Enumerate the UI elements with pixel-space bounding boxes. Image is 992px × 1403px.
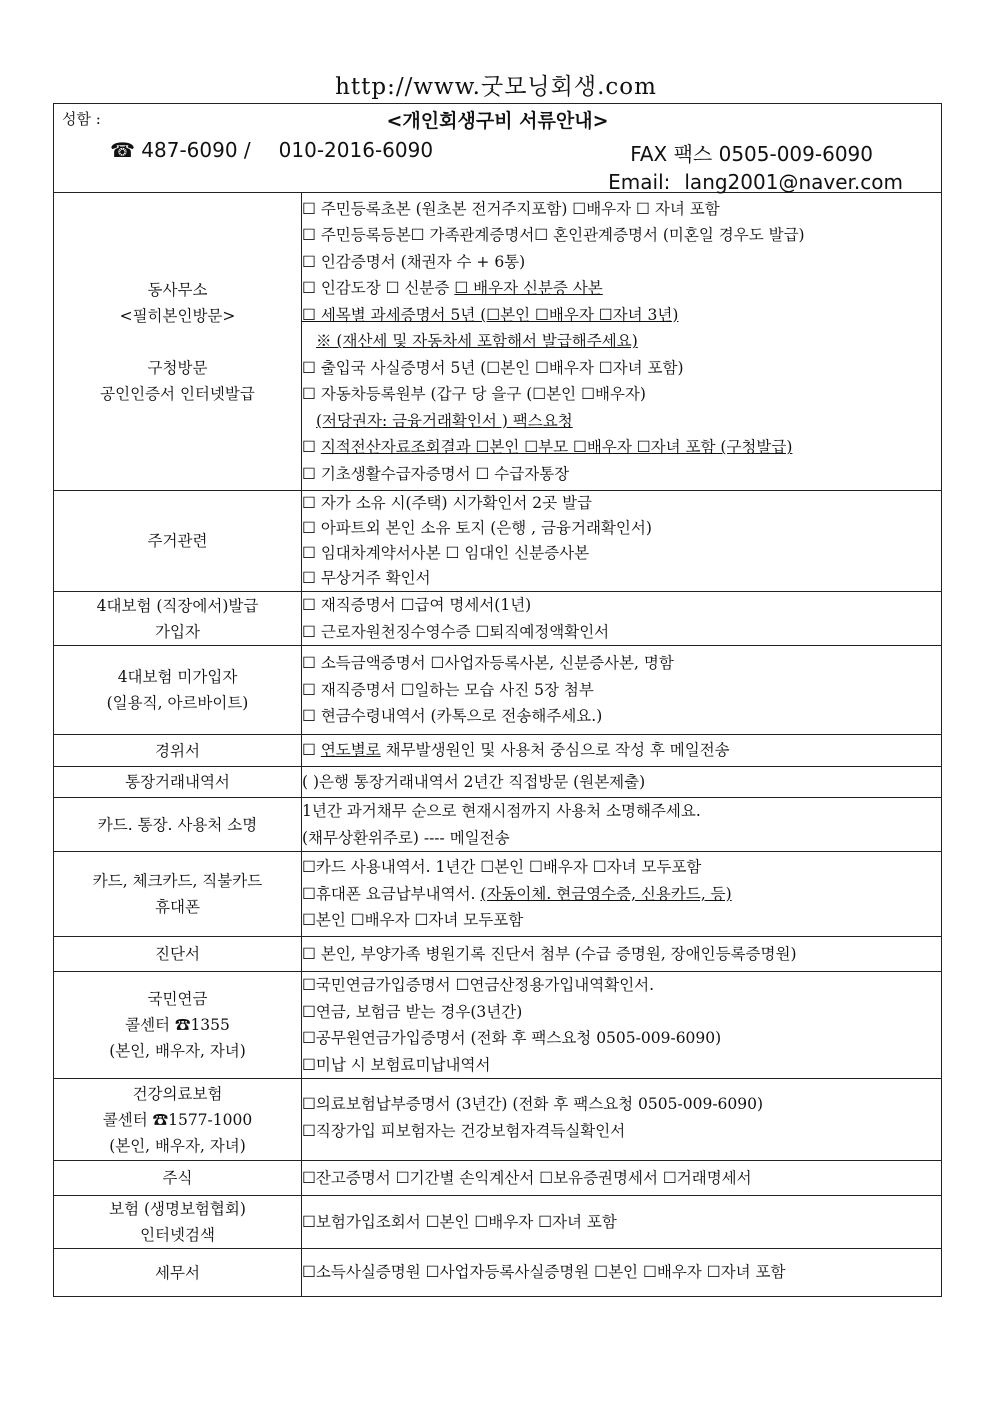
list-item: ☐ 임대차계약서사본 ☐ 임대인 신분증사본 [302, 544, 590, 562]
table-row [54, 735, 942, 767]
list-item: ☐공무원연금가입증명서 (전화 후 팩스요청 0505-009-6090) [302, 1029, 722, 1047]
contact-line [100, 138, 873, 167]
category-label: 4대보험 미가입자 [117, 668, 238, 686]
email-line [608, 170, 903, 194]
category-cell [54, 646, 302, 735]
list-item: ☐ 본인, 부양가족 병원기록 진단서 첨부 (수급 증명원, 장애인등록증명원) [302, 944, 797, 963]
list-item [302, 275, 941, 302]
list-item: ☐의료보험납부증명서 (3년간) (전화 후 팩스요청 0505-009-6090) [302, 1095, 764, 1113]
list-item: ☐소득사실증명원 ☐사업자등록사실증명원 ☐본인 ☐배우자 ☐자녀 포함 [302, 1263, 786, 1282]
category-label: 카드. 통장. 사용처 소명 [97, 815, 258, 834]
table-row [54, 1196, 942, 1249]
category-cell [54, 193, 302, 491]
list-item: ☐ 자동차등록원부 (갑구 당 을구 (☐본인 ☐배우자) [302, 385, 646, 404]
category-sublabel: 휴대폰 [155, 898, 200, 916]
name-label: 성함 : [62, 110, 101, 128]
list-item: ☐카드 사용내역서. 1년간 ☐본인 ☐배우자 ☐자녀 모두포함 [302, 858, 702, 877]
list-item: ☐잔고증명서 ☐기간별 손익계산서 ☐보유증권명세서 ☐거래명세서 [302, 1168, 752, 1187]
list-item: ☐ 자가 소유 시(주택) 시가확인서 2곳 발급 [302, 494, 593, 512]
items-cell [302, 852, 942, 937]
category-label: 주거관련 [147, 532, 208, 550]
category-label: 보험 (생명보험협회) [109, 1200, 246, 1218]
list-item-underlined: ☐ 배우자 신분증 사본 [454, 279, 603, 298]
category-cell [54, 972, 302, 1079]
table-row [54, 491, 942, 592]
category-sublabel: 콜센터 ☎1577-1000 [102, 1110, 253, 1129]
table-row [54, 1161, 942, 1196]
items-cell [302, 1161, 942, 1196]
list-item: ☐ 재직증명서 ☐일하는 모습 사진 5장 첨부 [302, 680, 594, 699]
items-cell [302, 491, 942, 592]
category-cell [54, 767, 302, 798]
email-label: Email: [608, 170, 671, 194]
list-item: ☐직장가입 피보험자는 건강보험자격득실확인서 [302, 1121, 626, 1140]
list-item: ☐미납 시 보험료미납내역서 [302, 1055, 491, 1074]
items-cell [302, 1249, 942, 1297]
category-label: 진단서 [155, 945, 200, 963]
list-item: ☐ 인감증명서 (채권자 수 + 6통) [302, 252, 526, 271]
table-row [54, 798, 942, 852]
list-item: ☐ 현금수령내역서 (카톡으로 전송해주세요.) [302, 707, 603, 726]
category-cell [54, 798, 302, 852]
list-item-underlined: 지적전산자료조회결과 ☐본인 ☐부모 ☐배우자 ☐자녀 포함 (구청발급) [320, 438, 793, 457]
items-cell [302, 972, 942, 1079]
category-cell [54, 937, 302, 972]
items-cell [302, 767, 942, 798]
list-item: ☐ 아파트외 본인 소유 토지 (은행 , 금융거래확인서) [302, 519, 652, 537]
fax-number: FAX 팩스 0505-009-6090 [630, 142, 873, 166]
list-item-text: 채무발생원인 및 사용처 중심으로 작성 후 메일전송 [380, 741, 730, 760]
category-label: 구청방문 [147, 358, 208, 377]
list-item: ☐연금, 보험금 받는 경우(3년간) [302, 1002, 523, 1021]
list-item: ☐ 재직증명서 ☐급여 명세서(1년) [302, 596, 532, 614]
list-item: 1년간 과거채무 순으로 현재시점까지 사용처 소명해주세요. [302, 802, 701, 820]
list-item [302, 434, 941, 461]
table-row [54, 767, 942, 798]
list-item: ☐ 주민등록등본☐ 가족관계증명서☐ 혼인관계증명서 (미혼일 경우도 발급) [302, 226, 805, 245]
list-item-text: ☐ [302, 741, 321, 760]
category-cell [54, 1249, 302, 1297]
table-row [54, 1079, 942, 1161]
list-item-text: ☐ 인감도장 ☐ 신분증 [302, 279, 455, 298]
category-cell [54, 491, 302, 592]
list-item: (채무상환위주로) ---- 메일전송 [302, 828, 510, 847]
category-sublabel: 공인인증서 인터넷발급 [100, 384, 255, 403]
items-cell [302, 1196, 942, 1249]
table-row [54, 937, 942, 972]
email-address: lang2001@naver.com [684, 170, 903, 194]
header-row [54, 104, 942, 193]
list-item: ☐본인 ☐배우자 ☐자녀 모두포함 [302, 911, 524, 930]
document-title: <개인회생구비 서류안내> [386, 110, 609, 132]
phone-numbers [100, 138, 433, 167]
table-row [54, 972, 942, 1079]
items-cell [302, 646, 942, 735]
list-item-text: ☐휴대폰 요금납부내역서. [302, 884, 481, 903]
category-label: 카드, 체크카드, 직불카드 [92, 872, 263, 890]
category-cell [54, 1079, 302, 1161]
category-cell [54, 1161, 302, 1196]
list-item [302, 737, 941, 764]
list-item: ☐ 무상거주 확인서 [302, 569, 431, 587]
table-row [54, 646, 942, 735]
category-label: 건강의료보험 [132, 1084, 223, 1103]
category-sublabel: 콜센터 ☎1355 [125, 1016, 230, 1034]
category-sublabel: (일용직, 아르바이트) [106, 694, 249, 712]
category-cell [54, 735, 302, 767]
list-item: ☐ 세목별 과세증명서 5년 (☐본인 ☐배우자 ☐자녀 3년) [302, 305, 679, 324]
category-sublabel: 가입자 [155, 622, 200, 641]
list-item: ☐ 기초생활수급자증명서 ☐ 수급자통장 [302, 464, 570, 483]
list-item: ☐보험가입조회서 ☐본인 ☐배우자 ☐자녀 포함 [302, 1212, 617, 1231]
list-item: (저당권자: 금융거래확인서 ) 팩스요청 [316, 411, 573, 430]
list-item: ☐국민연금가입증명서 ☐연금산정용가입내역확인서. [302, 976, 655, 994]
list-item [302, 881, 941, 908]
table-row [54, 852, 942, 937]
category-cell [54, 592, 302, 646]
phone-mobile: 010-2016-6090 [278, 138, 434, 162]
category-cell [54, 1196, 302, 1249]
list-item-text: ☐ [302, 438, 321, 457]
category-label: 주식 [162, 1169, 193, 1187]
list-item: ☐ 출입국 사실증명서 5년 (☐본인 ☐배우자 ☐자녀 포함) [302, 358, 684, 377]
items-cell [302, 798, 942, 852]
category-label: 4대보험 (직장에서)발급 [96, 596, 259, 615]
list-item: ☐ 근로자원천징수영수증 ☐퇴직예정액확인서 [302, 622, 610, 641]
category-label: 통장거래내역서 [125, 773, 230, 791]
list-item: ( )은행 통장거래내역서 2년간 직접방문 (원본제출) [302, 772, 646, 791]
list-item-underlined: (자동이체. 현금영수증, 신용카드, 등) [480, 884, 732, 903]
items-cell [302, 1079, 942, 1161]
items-cell [302, 193, 942, 491]
table-row [54, 193, 942, 491]
items-cell [302, 592, 942, 646]
category-label: 동사무소 [147, 280, 208, 299]
category-label: 세무서 [155, 1263, 200, 1282]
document-table [53, 103, 942, 1297]
category-sublabel: (본인, 배우자, 자녀) [109, 1042, 246, 1060]
category-label: 국민연금 [147, 990, 208, 1008]
items-cell [302, 735, 942, 767]
list-item-underlined: 연도별로 [320, 741, 381, 760]
list-item: ☐ 주민등록초본 (원초본 전거주지포함) ☐배우자 ☐ 자녀 포함 [302, 199, 720, 218]
list-item: ☐ 소득금액증명서 ☐사업자등록사본, 신분증사본, 명함 [302, 654, 674, 673]
category-sublabel: <필히본인방문> [119, 306, 236, 325]
list-item: ※ (재산세 및 자동차세 포함해서 발급해주세요) [316, 332, 638, 351]
site-url: http://www.굿모닝회생.com [335, 74, 657, 100]
category-sublabel: 인터넷검색 [140, 1226, 215, 1244]
category-label: 경위서 [155, 741, 200, 760]
table-row [54, 592, 942, 646]
header-cell [54, 104, 942, 193]
category-cell [54, 852, 302, 937]
category-sublabel: (본인, 배우자, 자녀) [109, 1136, 246, 1155]
phone-primary: ☎ 487-6090 / [110, 138, 251, 162]
table-row [54, 1249, 942, 1297]
items-cell [302, 937, 942, 972]
